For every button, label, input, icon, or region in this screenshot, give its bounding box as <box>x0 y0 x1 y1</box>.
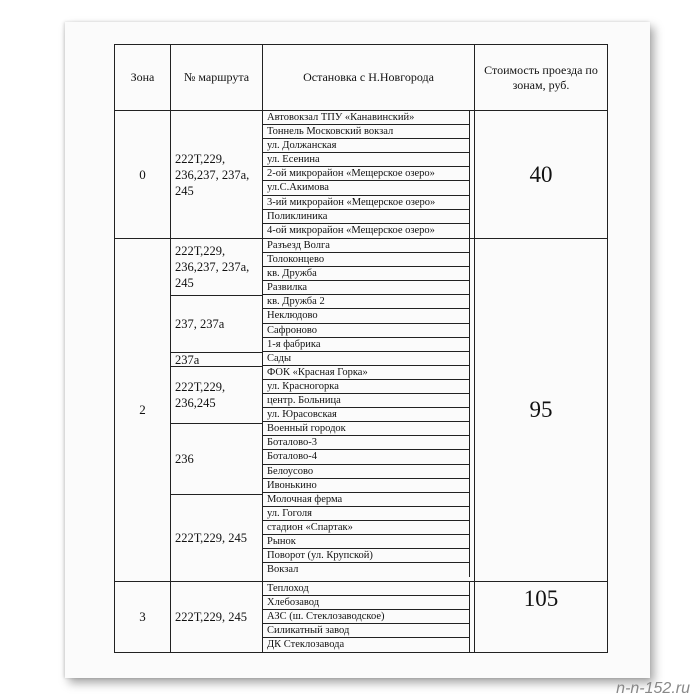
stop-item: Военный городок <box>263 422 469 436</box>
route-group: 222Т,229, 236,245 <box>171 367 262 424</box>
header-zone: Зона <box>115 45 171 111</box>
stop-item: ул. Красногорка <box>263 380 469 394</box>
stop-item: ул.С.Акимова <box>263 181 469 195</box>
route-cell <box>171 239 263 582</box>
stop-item: Сады <box>263 352 469 366</box>
stop-item: кв. Дружба 2 <box>263 295 469 309</box>
stop-item: Ивонькино <box>263 479 469 493</box>
stop-item: Разъезд Волга <box>263 239 469 253</box>
route-group: 222Т,229, 245 <box>175 530 248 545</box>
stop-item: ДК Стеклозавода <box>267 639 345 651</box>
stop-item: Хлебозавод <box>263 596 469 610</box>
header-cost: Стоимость проезда по зонам, руб. <box>475 45 608 111</box>
stop-item: Белоусово <box>263 465 469 479</box>
stop-item: кв. Дружба <box>263 267 469 281</box>
stop-item: центр. Больница <box>263 394 469 408</box>
stop-item: стадион «Спартак» <box>263 521 469 535</box>
route-group: 237, 237а <box>171 296 262 353</box>
stops-cell <box>263 111 475 239</box>
fare-zone-table <box>114 44 608 653</box>
stop-item: Развилка <box>263 281 469 295</box>
zone-cost: 95 <box>475 239 608 582</box>
stop-item: Неклюдово <box>263 309 469 323</box>
stop-item: ул. Есенина <box>263 153 469 167</box>
route-group: 222Т,229, 236,237, 237а, 245 <box>171 239 262 296</box>
route-group: 222Т,229, 245 <box>175 610 248 624</box>
route-group: 222Т,229, 236,237, 237а, 245 <box>175 151 250 198</box>
zone-row <box>115 111 608 239</box>
route-cell <box>171 582 263 653</box>
stop-item: ул. Гоголя <box>263 507 469 521</box>
stop-item: Поворот (ул. Крупской) <box>263 549 469 563</box>
stop-item: Сафроново <box>263 324 469 338</box>
stop-item: Вокзал <box>267 564 299 576</box>
stops-list <box>263 239 470 577</box>
zone-number: 0 <box>115 111 171 239</box>
document-page <box>65 22 650 678</box>
stops-cell <box>263 239 475 582</box>
stop-item: Боталово-4 <box>263 450 469 464</box>
zone-number: 2 <box>115 239 171 582</box>
header-stop: Остановка с Н.Новгорода <box>263 45 475 111</box>
zone-row <box>115 582 608 653</box>
stop-item: Автовокзал ТПУ «Канавинский» <box>263 111 469 125</box>
stop-item: ул. Должанская <box>263 139 469 153</box>
stop-item: Поликлиника <box>263 210 469 224</box>
stop-item: Толоконцево <box>263 253 469 267</box>
stop-item: Тоннель Московский вокзал <box>263 125 469 139</box>
site-watermark: n-n-152.ru <box>616 680 690 697</box>
stop-item: ФОК «Красная Горка» <box>263 366 469 380</box>
zone-cost: 105 <box>475 582 608 653</box>
table-header-row <box>115 45 608 111</box>
stop-item: АЗС (ш. Стеклозаводское) <box>263 610 469 624</box>
stop-item: Теплоход <box>263 582 469 596</box>
stop-item: Силикатный завод <box>263 624 469 638</box>
stops-list <box>263 582 470 652</box>
header-route: № маршрута <box>171 45 263 111</box>
stop-item: 3-ий микрорайон «Мещерское озеро» <box>263 196 469 210</box>
route-group: 237а <box>171 353 262 367</box>
stop-item: 2-ой микрорайон «Мещерское озеро» <box>263 167 469 181</box>
route-cell <box>171 111 263 239</box>
route-group: 236 <box>171 424 262 495</box>
zone-number: 3 <box>115 582 171 653</box>
stop-item: 1-я фабрика <box>263 338 469 352</box>
stop-item: Боталово-3 <box>263 436 469 450</box>
stop-item: 4-ой микрорайон «Мещерское озеро» <box>267 224 435 236</box>
zone-cost: 40 <box>475 111 608 239</box>
stop-item: Молочная ферма <box>263 493 469 507</box>
stop-item: ул. Юрасовская <box>263 408 469 422</box>
stops-cell <box>263 582 475 653</box>
stops-list <box>263 111 470 238</box>
zone-row <box>115 239 608 582</box>
stop-item: Рынок <box>263 535 469 549</box>
